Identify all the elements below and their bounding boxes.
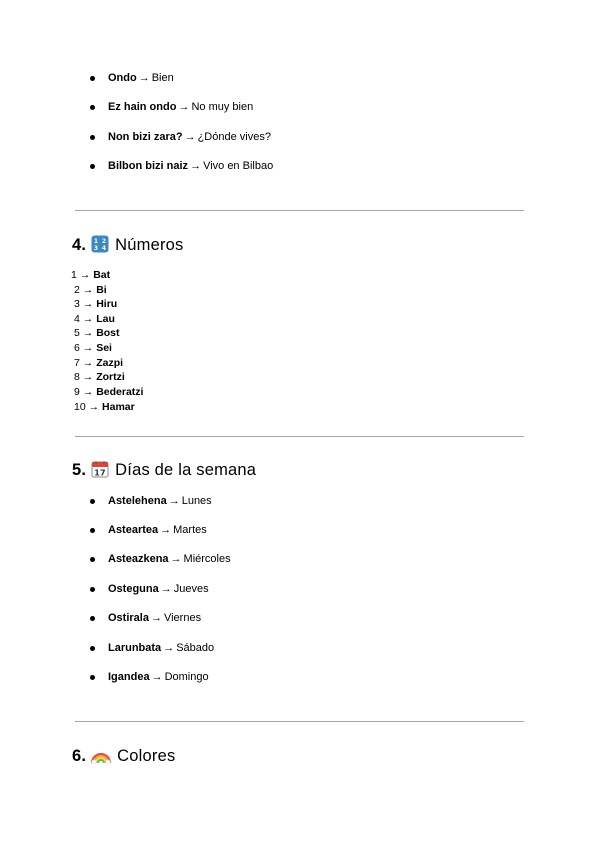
digit: 7 (74, 357, 80, 369)
digit: 9 (74, 386, 80, 398)
number-line (74, 357, 123, 370)
basque-number: Hiru (96, 298, 118, 310)
spanish-day: Domingo (164, 671, 209, 683)
arrow-glyph: → (82, 313, 94, 325)
spanish-day: Sábado (176, 642, 215, 654)
basque-number: Bi (96, 284, 107, 296)
spanish-translation: Vivo en Bilbao (203, 160, 274, 172)
arrow-glyph: → (88, 401, 100, 413)
spanish-day: Viernes (163, 612, 202, 624)
arrow-glyph: → (150, 612, 162, 624)
section-heading-days (72, 460, 256, 483)
basque-day: Astelehena (108, 495, 167, 507)
arrow-glyph: → (160, 524, 172, 536)
basque-day: Asteazkena (108, 553, 169, 565)
number-line (71, 269, 110, 282)
basque-number: Zortzi (96, 371, 125, 383)
basque-term: Ondo (108, 72, 137, 84)
number-line (74, 298, 117, 311)
basque-day: Asteartea (108, 524, 159, 536)
number-line (74, 386, 143, 399)
arrow-glyph: → (160, 583, 172, 595)
spanish-day: Miércoles (183, 553, 231, 565)
spanish-translation: ¿Dónde vives? (197, 131, 271, 143)
section-heading-numbers (72, 235, 184, 258)
number-line (74, 313, 115, 326)
rainbow-icon (91, 746, 111, 769)
arrow-glyph: → (190, 160, 202, 172)
section-number: 6. (72, 747, 87, 765)
section-number: 5. (72, 461, 87, 479)
calendar-17-icon (91, 460, 109, 483)
spanish-translation: Bien (151, 72, 174, 84)
section-heading-colors (72, 746, 175, 769)
basque-number: Lau (96, 313, 115, 325)
svg-text:17: 17 (94, 468, 106, 478)
spanish-day: Martes (173, 524, 207, 536)
number-line (74, 401, 135, 414)
arrow-glyph: → (82, 357, 94, 369)
spanish-day: Jueves (173, 583, 209, 595)
arrow-glyph: → (82, 386, 94, 398)
section-divider (75, 721, 524, 722)
basque-day: Igandea (108, 671, 150, 683)
section-number: 4. (72, 236, 87, 254)
section-title: Números (115, 236, 184, 254)
arrow-glyph: → (168, 495, 180, 507)
arrow-glyph: → (79, 269, 91, 281)
arrow-glyph: → (178, 101, 190, 113)
section-title: Días de la semana (115, 461, 257, 479)
basque-number: Zazpi (96, 357, 124, 369)
arrow-glyph: → (163, 642, 175, 654)
basque-number: Hamar (102, 401, 135, 413)
digit: 6 (74, 342, 80, 354)
svg-text:3: 3 (93, 245, 99, 252)
number-line (74, 371, 125, 384)
basque-day: Ostirala (108, 612, 149, 624)
svg-text:1: 1 (93, 238, 99, 245)
number-line (74, 342, 112, 355)
section-title: Colores (117, 747, 176, 765)
basque-day: Larunbata (108, 642, 162, 654)
number-line (74, 284, 107, 297)
digit: 3 (74, 298, 80, 310)
digit: 5 (74, 327, 80, 339)
basque-term: Ez hain ondo (108, 101, 177, 113)
digit: 1 (71, 269, 77, 281)
basque-term: Bilbon bizi naiz (108, 160, 189, 172)
arrow-glyph: → (82, 298, 94, 310)
arrow-glyph: → (82, 371, 94, 383)
basque-number: Bat (93, 269, 111, 281)
basque-number: Bost (96, 327, 120, 339)
digit: 10 (74, 401, 86, 413)
digit: 2 (74, 284, 80, 296)
basque-number: Bederatzi (96, 386, 144, 398)
basque-day: Osteguna (108, 583, 159, 595)
arrow-glyph: → (82, 342, 94, 354)
section-divider (75, 210, 524, 211)
numbers-1234-icon (91, 235, 109, 258)
arrow-glyph: → (184, 131, 196, 143)
svg-text:4: 4 (101, 245, 107, 252)
section-divider (75, 436, 524, 437)
arrow-glyph: → (170, 553, 182, 565)
svg-text:2: 2 (101, 238, 107, 245)
arrow-glyph: → (82, 284, 94, 296)
spanish-day: Lunes (181, 495, 212, 507)
spanish-translation: No muy bien (191, 101, 254, 113)
arrow-glyph: → (151, 671, 163, 683)
number-line (74, 327, 120, 340)
arrow-glyph: → (138, 72, 150, 84)
digit: 4 (74, 313, 80, 325)
basque-number: Sei (96, 342, 112, 354)
arrow-glyph: → (82, 327, 94, 339)
basque-term: Non bizi zara? (108, 131, 183, 143)
digit: 8 (74, 371, 80, 383)
